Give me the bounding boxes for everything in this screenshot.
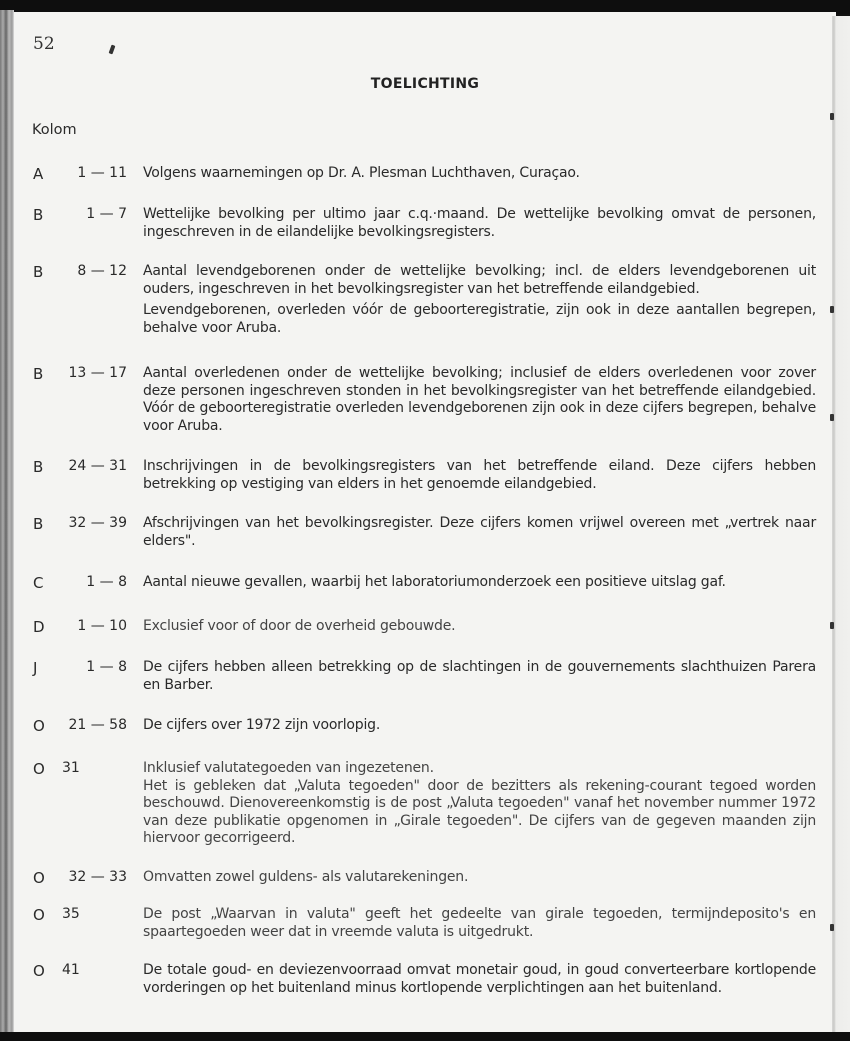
note-table-letter: O bbox=[33, 717, 45, 735]
note-text bbox=[143, 365, 816, 439]
note-table-letter: B bbox=[33, 515, 44, 533]
note-paragraph: Wettelijke bevolking per ultimo jaar c.q.·maand. De wettelijke bevolking omvat de personen, ingeschreven in de eilandelijke bevolkingsregisters. bbox=[143, 206, 816, 240]
page-right-edge bbox=[832, 16, 850, 1032]
page-title: TOELICHTING bbox=[370, 76, 480, 92]
note-text bbox=[143, 869, 816, 891]
note-paragraph: Exclusief voor of door de overheid gebouwde. bbox=[143, 618, 456, 634]
note-column-range: 13 — 17 bbox=[68, 365, 127, 381]
column-header: Kolom bbox=[32, 122, 77, 138]
note-paragraph: Aantal levendgeborenen onder de wettelijke bevolking; incl. de elders levendgeborenen uit ouders, ingeschreven in het bevolkingsregister van het betreffende eilandgebied. bbox=[143, 263, 816, 297]
note-column-range: 1 — 10 bbox=[77, 618, 127, 634]
note-column-range: 1 — 8 bbox=[86, 659, 127, 675]
note-column-range: 1 — 8 bbox=[86, 574, 127, 590]
note-paragraph: De post „Waarvan in valuta" geeft het gedeelte van girale tegoeden, termijndeposito's en spaartegoeden weer dat in vreemde valuta is uitgedrukt. bbox=[143, 906, 816, 940]
note-text bbox=[143, 717, 816, 739]
note-paragraph: Afschrijvingen van het bevolkingsregister. Deze cijfers komen vrijwel overeen met „vertrek naar elders". bbox=[143, 515, 816, 549]
note-column-range: 41 bbox=[62, 962, 80, 978]
margin-mark bbox=[830, 113, 834, 120]
note-text bbox=[143, 165, 816, 187]
note-paragraph: Inschrijvingen in de bevolkingsregisters van het betreffende eiland. Deze cijfers hebben betrekking op vestiging van elders in het genoemde eilandgebied. bbox=[143, 458, 816, 492]
note-column-range: 8 — 12 bbox=[77, 263, 127, 279]
note-column-range: 24 — 31 bbox=[68, 458, 127, 474]
margin-mark bbox=[830, 622, 834, 629]
note-column-range: 21 — 58 bbox=[68, 717, 127, 733]
note-table-letter: D bbox=[33, 618, 45, 636]
note-table-letter: C bbox=[33, 574, 44, 592]
note-text bbox=[143, 515, 816, 554]
note-table-letter: B bbox=[33, 263, 44, 281]
note-column-range: 32 — 39 bbox=[68, 515, 127, 531]
margin-mark bbox=[830, 414, 834, 421]
book-spine bbox=[0, 10, 14, 1035]
note-paragraph: De cijfers over 1972 zijn voorlopig. bbox=[143, 717, 381, 733]
note-text bbox=[143, 906, 816, 945]
note-text bbox=[143, 458, 816, 497]
note-table-letter: B bbox=[33, 365, 44, 383]
note-table-letter: O bbox=[33, 906, 45, 924]
scan-bottom-border bbox=[0, 1032, 850, 1041]
note-paragraph: De totale goud- en deviezenvoorraad omvat monetair goud, in goud converteerbare kortlopende vorderingen op het buitenland minus kortlopende verplichtingen aan het buitenland. bbox=[143, 962, 816, 996]
note-paragraph: De cijfers hebben alleen betrekking op de slachtingen in de gouvernements slachthuizen Parera en Barber. bbox=[143, 659, 816, 693]
note-text bbox=[143, 206, 816, 245]
note-paragraph: Aantal overledenen onder de wettelijke bevolking; inclusief de elders overledenen voor zover deze personen ingeschreven stonden in het bevolkingsregister van het betreffende eilandgebied. Vóór de geboorteregistratie overleden levendgeborenen zijn ook in deze cijfers begrepen, behalve voor Aruba. bbox=[143, 365, 816, 434]
note-text bbox=[143, 574, 816, 596]
note-table-letter: O bbox=[33, 760, 45, 778]
note-table-letter: B bbox=[33, 458, 44, 476]
note-table-letter: B bbox=[33, 206, 44, 224]
note-paragraph: Levendgeborenen, overleden vóór de geboorteregistratie, zijn ook in deze aantallen begrepen, behalve voor Aruba. bbox=[143, 302, 816, 336]
note-column-range: 31 bbox=[62, 760, 80, 776]
note-table-letter: O bbox=[33, 869, 45, 887]
note-paragraph: Aantal nieuwe gevallen, waarbij het laboratoriumonderzoek een positieve uitslag gaf. bbox=[143, 574, 726, 590]
note-text bbox=[143, 618, 816, 640]
margin-mark bbox=[830, 924, 834, 931]
note-text bbox=[143, 659, 816, 698]
note-text bbox=[143, 962, 816, 1001]
note-table-letter: J bbox=[33, 659, 38, 677]
note-table-letter: O bbox=[33, 962, 45, 980]
note-paragraph: Volgens waarnemingen op Dr. A. Plesman Luchthaven, Curaçao. bbox=[143, 165, 580, 181]
note-text bbox=[143, 263, 816, 341]
note-paragraph: Omvatten zowel guldens- als valutarekeningen. bbox=[143, 869, 469, 885]
page-number: 52 bbox=[33, 34, 55, 54]
note-table-letter: A bbox=[33, 165, 44, 183]
note-text bbox=[143, 760, 816, 852]
note-column-range: 1 — 7 bbox=[86, 206, 127, 222]
note-column-range: 32 — 33 bbox=[68, 869, 127, 885]
note-column-range: 35 bbox=[62, 906, 80, 922]
note-paragraph: Het is gebleken dat „Valuta tegoeden" door de bezitters als rekening-courant tegoed worden beschouwd. Dienovereenkomstig is de post „Valuta tegoeden" vanaf het november nummer 1972 van deze publikatie opgenomen in „Girale tegoeden". De cijfers van de gegeven maanden zijn hiervoor gecorrigeerd. bbox=[143, 777, 816, 846]
note-column-range: 1 — 11 bbox=[77, 165, 127, 181]
note-paragraph: Inklusief valutategoeden van ingezetenen. bbox=[143, 760, 434, 776]
margin-mark bbox=[830, 306, 834, 313]
